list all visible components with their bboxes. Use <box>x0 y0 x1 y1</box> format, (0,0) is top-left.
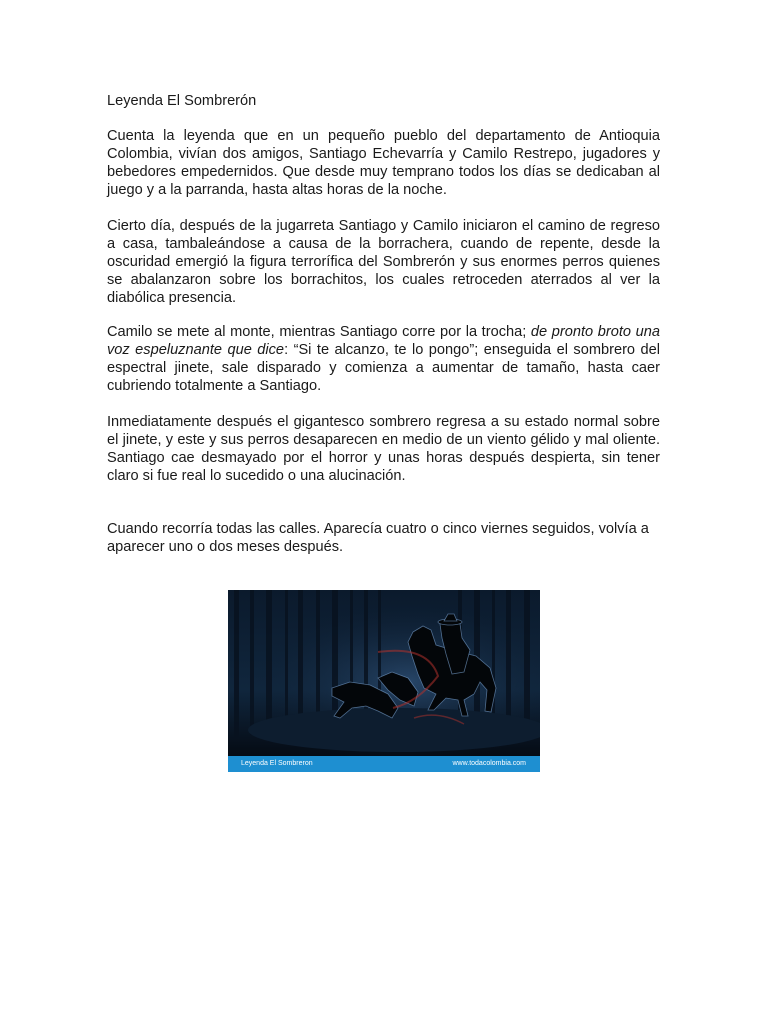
paragraph-1: Cuenta la leyenda que en un pequeño pueblo del departamento de Antioquia Colombia, vivían dos amigos, Santiago Echevarría y Camilo Restrepo, jugadores y bebedores empedernidos. Que desde muy temprano todos los días se dedicaban al juego y a la parranda, hasta altas horas de la noche. <box>107 128 660 198</box>
sombreron-illustration <box>228 590 540 772</box>
paragraph-3-end: : “Si te alcanzo, te lo pongo”; enseguida el sombrero del espectral jinete, sale disparado y comienza a aumentar de tamaño, hasta caer cubriendo totalmente a Santiago. <box>107 342 660 394</box>
image-caption-bar <box>228 756 540 772</box>
paragraph-3-italic: de pronto broto una voz espeluznante que dice <box>107 324 660 358</box>
image-caption-title: Leyenda El Sombreron <box>241 760 313 767</box>
paragraph-4: Inmediatamente después el gigantesco sombrero regresa a su estado normal sobre el jinete, y este y sus perros desaparecen en medio de un viento gélido y mal oliente. Santiago cae desmayado por el horror y unas horas después despierta, sin tener claro si fue real lo sucedido o una alucinación. <box>107 414 660 484</box>
paragraph-3 <box>107 323 660 395</box>
image-caption-website: www.todacolombia.com <box>452 760 526 767</box>
document-title: Leyenda El Sombrerón <box>107 93 257 109</box>
paragraph-5: Cuando recorría todas las calles. Aparecía cuatro o cinco viernes seguidos, volvía a aparecer uno o dos meses después. <box>107 521 649 555</box>
night-forest-rider-image <box>228 590 540 756</box>
paragraph-3-start: Camilo se mete al monte, mientras Santiago corre por la trocha; <box>107 324 531 340</box>
paragraph-2: Cierto día, después de la jugarreta Santiago y Camilo iniciaron el camino de regreso a casa, tambaleándose a causa de la borrachera, cuando de repente, desde la oscuridad emergió la figura terrorífica del Sombrerón y sus enormes perros quienes se abalanzaron sobre los borrachitos, los cuales retroceden aterrados al ver la diabólica presencia. <box>107 218 660 306</box>
